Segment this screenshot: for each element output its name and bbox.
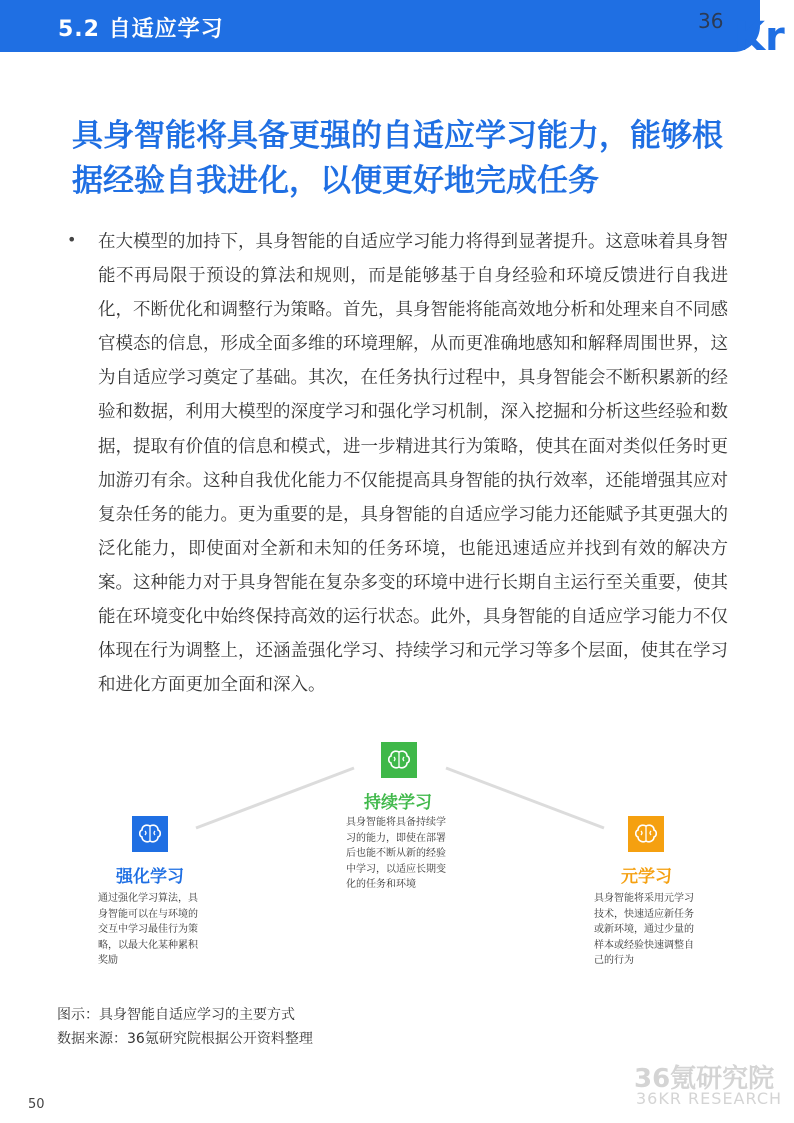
meta-learning-icon-box (628, 816, 664, 852)
meta-learning-description: 具身智能将采用元学习技术，快速适应新任务或新环境，通过少量的样本或经验快速调整自己的行为 (594, 893, 694, 966)
brain-icon (635, 824, 657, 844)
reinforcement-learning-description: 通过强化学习算法，具身智能可以在与环境的交互中学习最佳行为策略，以最大化某种累积奖励 (98, 893, 198, 966)
page-number: 50 (28, 1097, 45, 1112)
brain-icon (139, 824, 161, 844)
watermark-en: 36KR RESEARCH (636, 1089, 783, 1108)
body-paragraph: 在大模型的加持下，具身智能的自适应学习能力将得到显著提升。这意味着具身智能不再局限于预设的算法和规则，而是能够基于自身经验和环境反馈进行自我进化，不断优化和调整行为策略。首先，具身智能将能高效地分析和处理来自不同感官模态的信息，形成全面多维的环境理解，从而更准确地感知和解释周围世界，这为自适应学习奠定了基础。其次，在任务执行过程中，具身智能会不断积累新的经验和数据，利用大模型的深度学习和强化学习机制，深入挖掘和分析这些经验和数据，提取有价值的信息和模式，进一步精进其行为策略，使其在面对类似任务时更加游刃有余。这种自我优化能力不仅能提高具身智能的执行效率，还能增强其应对复杂任务的能力。更为重要的是，具身智能的自适应学习能力还能赋予其更强大的泛化能力，即使面对全新和未知的任务环境，也能迅速适应并找到有效的解决方案。这种能力对于具身智能在复杂多变的环境中进行长期自主运行至关重要，使其能在环境变化中始终保持高效的运行状态。此外，具身智能的自适应学习能力不仅体现在行为调整上，还涵盖强化学习、持续学习和元学习等多个层面，使其在学习和进化方面更加全面和深入。 (98, 232, 728, 696)
logo-36: 36 (698, 9, 724, 33)
continual-learning-title: 持续学习 (364, 793, 432, 813)
figure-caption: 图示：具身智能自适应学习的主要方式 (57, 1007, 295, 1023)
36kr-logo (694, 6, 794, 52)
meta-learning-title: 元学习 (621, 867, 672, 887)
section-header-bar (0, 0, 760, 52)
watermark-cn: 36氪研究院 (634, 1064, 775, 1094)
brain-icon (388, 750, 410, 770)
logo-kr: Kr (734, 14, 785, 52)
bullet-marker: • (67, 230, 77, 249)
connector-right (446, 768, 604, 828)
page-headline: 具身智能将具备更强的自适应学习能力，能够根据经验自我进化，以便更好地完成任务 (72, 118, 723, 199)
reinforcement-learning-icon-box (132, 816, 168, 852)
data-source-caption: 数据来源：36氪研究院根据公开资料整理 (57, 1031, 313, 1047)
continual-learning-icon-box (381, 742, 417, 778)
continual-learning-description: 具身智能将具备持续学习的能力，即使在部署后也能不断从新的经验中学习，以适应长期变化的任务和环境 (346, 817, 446, 890)
reinforcement-learning-title: 强化学习 (116, 867, 184, 887)
connector-left (196, 768, 354, 828)
section-title: 5.2 自适应学习 (58, 17, 224, 42)
